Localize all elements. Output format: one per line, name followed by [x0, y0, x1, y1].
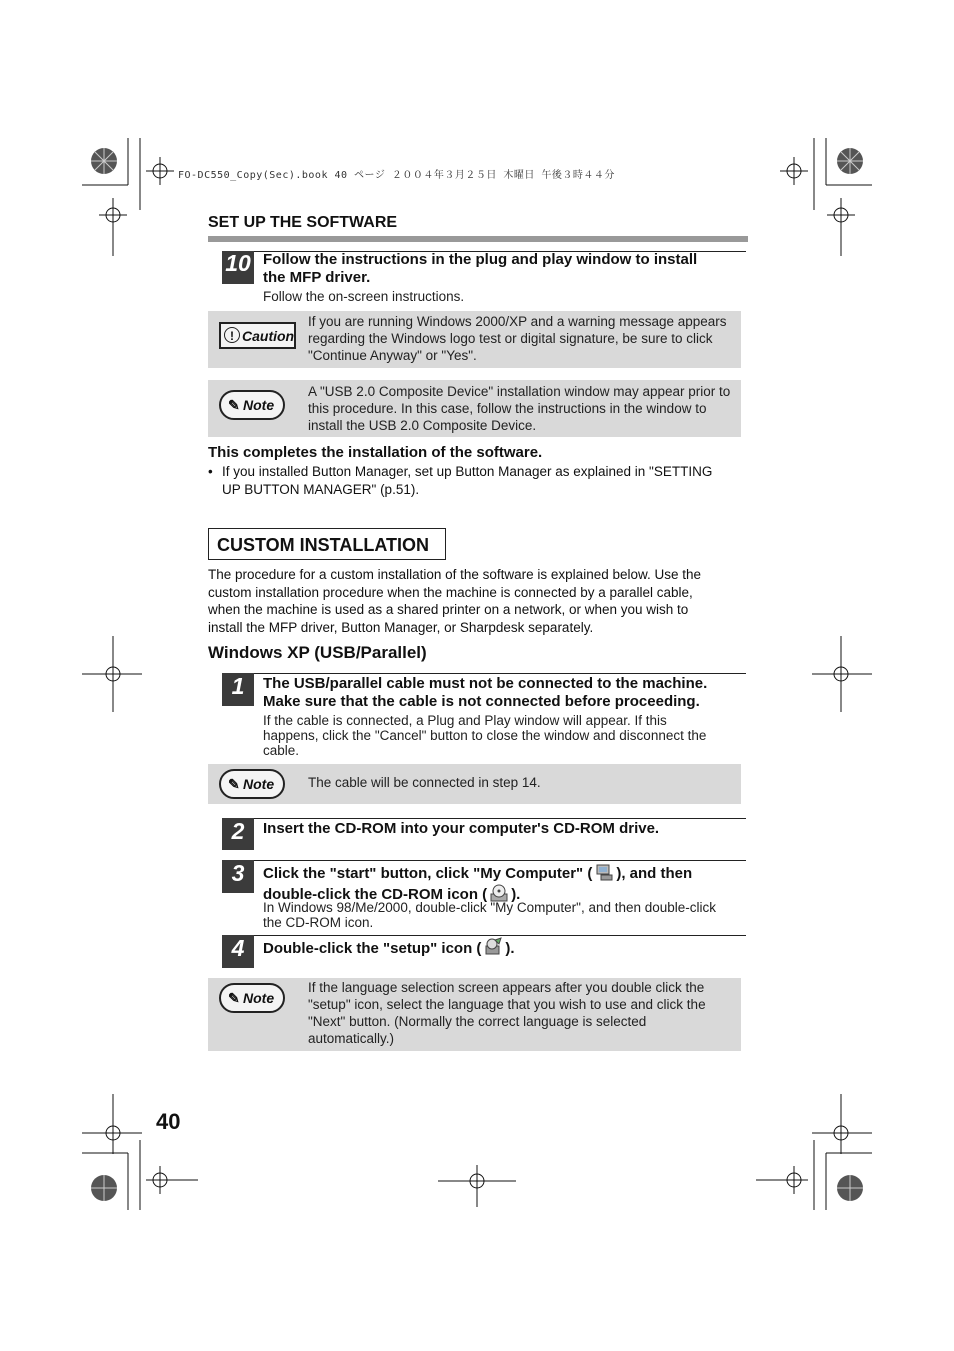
note-label: Note — [243, 990, 275, 1006]
setup-icon — [483, 937, 503, 957]
step-title: Follow the instructions in the plug and play window to install the MFP driver. — [263, 251, 698, 286]
note-text: The cable will be connected in step 14. — [308, 775, 541, 790]
step-title: The USB/parallel cable must not be connected to the machine. Make sure that the cable is not connected before proceeding. — [263, 675, 708, 710]
step-number: 4 — [222, 935, 254, 968]
note-box — [208, 380, 741, 437]
pencil-icon: ✎ — [228, 776, 240, 792]
registration-target-icon — [812, 636, 872, 712]
note-box — [208, 764, 741, 804]
page-number: 40 — [156, 1109, 181, 1134]
caution-box — [208, 311, 741, 368]
step-body: If the cable is connected, a Plug and Play window will appear. If this happens, click the "Cancel" button to close the window and disconnect the cable. — [263, 713, 707, 758]
custom-installation-intro: The procedure for a custom installation of the software is explained below. Use the custom installation procedure when the machine is connected by a parallel cable, when the machine is used as a shared printer on a network, or when you wish to install the MFP driver, Button Manager, or Sharpdesk separately. — [208, 567, 702, 635]
step-title: Double-click the "setup" icon ( ). — [263, 937, 515, 958]
note-box — [208, 978, 741, 1051]
step-body: In Windows 98/Me/2000, double-click "My Computer", and then double-click the CD-ROM icon. — [263, 900, 717, 930]
step-title: Click the "start" button, click "My Computer" ( ), and then double-click the CD-ROM icon ( ). — [263, 862, 692, 904]
step-rule — [254, 935, 746, 936]
step-number: 3 — [222, 860, 254, 893]
warning-icon: ! — [224, 327, 240, 343]
step-rule — [254, 860, 746, 861]
note-text: A "USB 2.0 Composite Device" installation window may appear prior to this procedure. In this case, follow the instructions in the window to install the USB 2.0 Composite Device. — [308, 384, 731, 433]
note-label: Note — [243, 776, 275, 792]
step-title: Insert the CD-ROM into your computer's CD-ROM drive. — [263, 820, 660, 837]
section-title: SET UP THE SOFTWARE — [208, 214, 398, 231]
step-body: Follow the on-screen instructions. — [263, 289, 465, 304]
pencil-icon: ✎ — [228, 990, 240, 1006]
print-header: FO-DC550_Copy(Sec).book 40 ページ ２００４年３月２５日 木曜日 午後３時４４分 — [178, 170, 615, 181]
registration-target-icon — [82, 636, 142, 712]
note-badge — [219, 983, 285, 1013]
registration-target-icon — [752, 1094, 872, 1214]
caution-badge — [219, 322, 296, 349]
step-number: 10 — [222, 251, 254, 284]
step-number: 1 — [222, 673, 254, 706]
note-text: If the language selection screen appears after you double click the "setup" icon, select the language that you wish to use and click the "Next" button. (Normally the correct language is selected automatically.) — [308, 980, 706, 1046]
step-rule — [254, 673, 746, 674]
note-badge — [219, 390, 285, 420]
pencil-icon: ✎ — [228, 397, 240, 413]
registration-target-icon — [82, 1094, 202, 1214]
section-rule — [208, 236, 748, 242]
completion-title: This completes the installation of the software. — [208, 444, 543, 461]
registration-target-icon — [438, 1165, 516, 1207]
registration-target-icon — [752, 138, 872, 258]
step-rule — [254, 818, 746, 819]
custom-installation-heading: CUSTOM INSTALLATION — [208, 528, 446, 560]
note-label: Note — [243, 397, 275, 413]
note-badge — [219, 769, 285, 799]
bullet-text: If you installed Button Manager, set up Button Manager as explained in "SETTING UP BUTTON MANAGER" (p.51). — [222, 464, 713, 497]
my-computer-icon — [594, 862, 614, 882]
windows-xp-subheading: Windows XP (USB/Parallel) — [208, 643, 427, 662]
caution-text: If you are running Windows 2000/XP and a warning message appears regarding the Windows logo test or digital signature, be sure to click "Continue Anyway" or "Yes". — [308, 314, 727, 363]
registration-target-icon — [82, 138, 202, 258]
step-number: 2 — [222, 818, 254, 850]
caution-label: Caution — [242, 328, 295, 344]
bullet-mark: • — [208, 464, 213, 479]
